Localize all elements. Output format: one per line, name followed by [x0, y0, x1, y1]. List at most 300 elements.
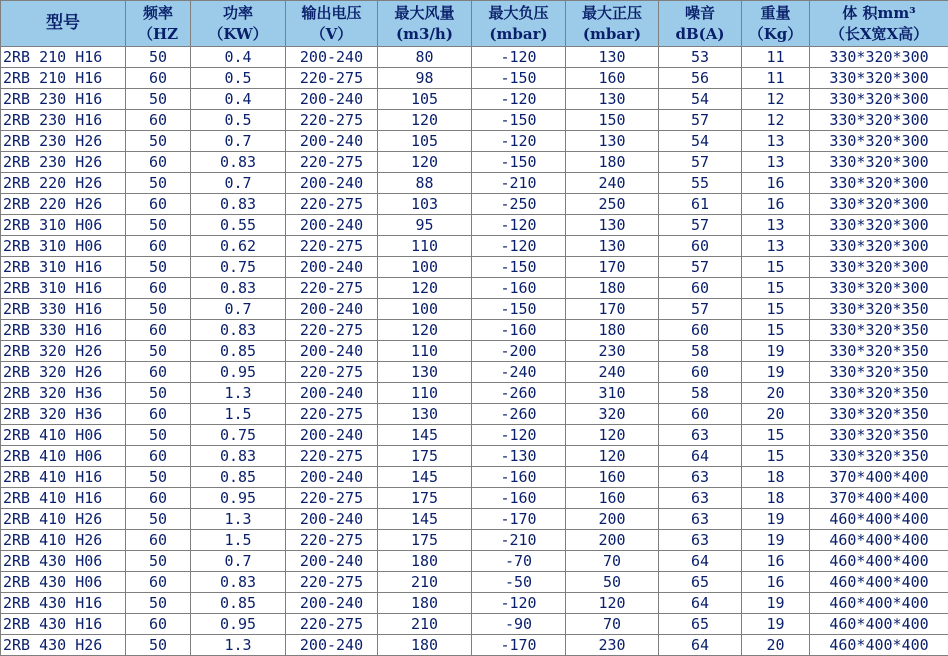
cell-frequency: 50: [126, 425, 191, 446]
cell-dimensions: 330*320*350: [810, 383, 948, 404]
cell-max-airflow: 120: [378, 152, 472, 173]
cell-dimensions: 330*320*300: [810, 236, 948, 257]
cell-noise: 57: [659, 110, 742, 131]
cell-weight: 16: [742, 572, 810, 593]
cell-dimensions: 330*320*350: [810, 425, 948, 446]
cell-dimensions: 460*400*400: [810, 572, 948, 593]
cell-dimensions: 330*320*300: [810, 194, 948, 215]
cell-max-vacuum: -120: [472, 215, 566, 236]
header-power: 功率 （KW）: [191, 1, 286, 47]
cell-dimensions: 460*400*400: [810, 509, 948, 530]
cell-frequency: 50: [126, 173, 191, 194]
cell-model: 2RB 210 H16: [1, 47, 126, 68]
cell-max-vacuum: -120: [472, 131, 566, 152]
cell-model: 2RB 210 H16: [1, 68, 126, 89]
cell-dimensions: 330*320*300: [810, 257, 948, 278]
cell-max-pressure: 310: [566, 383, 659, 404]
header-voltage: 输出电压 （V）: [286, 1, 378, 47]
table-row: [1, 110, 948, 131]
cell-frequency: 60: [126, 236, 191, 257]
cell-max-vacuum: -150: [472, 152, 566, 173]
table-row: [1, 47, 948, 68]
cell-noise: 63: [659, 488, 742, 509]
table-row: [1, 215, 948, 236]
table-row: [1, 593, 948, 614]
cell-frequency: 50: [126, 47, 191, 68]
cell-noise: 63: [659, 530, 742, 551]
cell-dimensions: 330*320*350: [810, 404, 948, 425]
cell-power: 0.85: [191, 593, 286, 614]
cell-model: 2RB 320 H36: [1, 404, 126, 425]
cell-max-pressure: 320: [566, 404, 659, 425]
header-frequency: 频率 （HZ: [126, 1, 191, 47]
cell-noise: 53: [659, 47, 742, 68]
cell-model: 2RB 410 H06: [1, 425, 126, 446]
cell-frequency: 50: [126, 467, 191, 488]
cell-frequency: 60: [126, 488, 191, 509]
cell-max-pressure: 240: [566, 362, 659, 383]
cell-voltage: 200-240: [286, 593, 378, 614]
cell-power: 0.95: [191, 488, 286, 509]
cell-power: 0.7: [191, 551, 286, 572]
cell-frequency: 60: [126, 446, 191, 467]
cell-max-vacuum: -150: [472, 110, 566, 131]
cell-noise: 60: [659, 404, 742, 425]
cell-model: 2RB 230 H16: [1, 89, 126, 110]
cell-max-airflow: 145: [378, 425, 472, 446]
cell-weight: 20: [742, 383, 810, 404]
cell-voltage: 200-240: [286, 215, 378, 236]
table-row: [1, 425, 948, 446]
cell-voltage: 200-240: [286, 257, 378, 278]
cell-dimensions: 460*400*400: [810, 635, 948, 656]
cell-model: 2RB 410 H16: [1, 467, 126, 488]
cell-max-vacuum: -150: [472, 257, 566, 278]
cell-max-pressure: 130: [566, 236, 659, 257]
cell-max-vacuum: -160: [472, 488, 566, 509]
cell-dimensions: 330*320*300: [810, 131, 948, 152]
cell-weight: 12: [742, 89, 810, 110]
cell-power: 0.5: [191, 68, 286, 89]
cell-voltage: 200-240: [286, 131, 378, 152]
table-row: [1, 488, 948, 509]
cell-weight: 20: [742, 635, 810, 656]
cell-weight: 18: [742, 488, 810, 509]
cell-max-pressure: 130: [566, 89, 659, 110]
cell-weight: 12: [742, 110, 810, 131]
cell-max-airflow: 110: [378, 383, 472, 404]
cell-weight: 20: [742, 404, 810, 425]
cell-model: 2RB 330 H16: [1, 320, 126, 341]
cell-frequency: 60: [126, 320, 191, 341]
cell-power: 1.5: [191, 404, 286, 425]
cell-power: 0.85: [191, 467, 286, 488]
cell-max-vacuum: -150: [472, 68, 566, 89]
cell-power: 1.3: [191, 383, 286, 404]
cell-noise: 63: [659, 467, 742, 488]
cell-dimensions: 330*320*300: [810, 152, 948, 173]
cell-max-pressure: 120: [566, 593, 659, 614]
cell-model: 2RB 230 H26: [1, 131, 126, 152]
cell-voltage: 200-240: [286, 635, 378, 656]
cell-voltage: 200-240: [286, 551, 378, 572]
cell-max-pressure: 130: [566, 47, 659, 68]
cell-voltage: 200-240: [286, 173, 378, 194]
cell-noise: 56: [659, 68, 742, 89]
cell-model: 2RB 430 H16: [1, 593, 126, 614]
cell-max-vacuum: -210: [472, 173, 566, 194]
cell-max-airflow: 120: [378, 320, 472, 341]
cell-noise: 64: [659, 593, 742, 614]
cell-max-pressure: 180: [566, 278, 659, 299]
header-noise: 噪音 dB(A): [659, 1, 742, 47]
cell-frequency: 60: [126, 278, 191, 299]
cell-max-vacuum: -160: [472, 467, 566, 488]
cell-max-airflow: 180: [378, 635, 472, 656]
cell-weight: 19: [742, 509, 810, 530]
cell-voltage: 220-275: [286, 362, 378, 383]
cell-max-pressure: 160: [566, 488, 659, 509]
cell-model: 2RB 330 H16: [1, 299, 126, 320]
cell-voltage: 200-240: [286, 467, 378, 488]
cell-max-airflow: 105: [378, 89, 472, 110]
cell-max-vacuum: -150: [472, 299, 566, 320]
cell-power: 1.3: [191, 635, 286, 656]
cell-dimensions: 460*400*400: [810, 530, 948, 551]
cell-frequency: 60: [126, 572, 191, 593]
cell-noise: 57: [659, 215, 742, 236]
cell-power: 0.83: [191, 152, 286, 173]
cell-max-vacuum: -160: [472, 278, 566, 299]
cell-model: 2RB 320 H26: [1, 341, 126, 362]
cell-voltage: 220-275: [286, 488, 378, 509]
cell-noise: 57: [659, 257, 742, 278]
cell-max-airflow: 120: [378, 110, 472, 131]
table-row: [1, 341, 948, 362]
cell-max-pressure: 150: [566, 110, 659, 131]
table-row: [1, 572, 948, 593]
cell-max-airflow: 110: [378, 341, 472, 362]
cell-noise: 58: [659, 341, 742, 362]
header-max-pressure: 最大正压 (mbar): [566, 1, 659, 47]
cell-max-pressure: 180: [566, 320, 659, 341]
cell-weight: 11: [742, 68, 810, 89]
cell-power: 0.83: [191, 572, 286, 593]
cell-dimensions: 460*400*400: [810, 593, 948, 614]
cell-power: 0.55: [191, 215, 286, 236]
cell-max-vacuum: -200: [472, 341, 566, 362]
cell-weight: 16: [742, 551, 810, 572]
table-body: [1, 47, 948, 656]
table-row: [1, 404, 948, 425]
cell-model: 2RB 310 H06: [1, 215, 126, 236]
cell-max-pressure: 240: [566, 173, 659, 194]
table-row: [1, 299, 948, 320]
cell-max-pressure: 180: [566, 152, 659, 173]
cell-max-pressure: 130: [566, 131, 659, 152]
cell-model: 2RB 320 H36: [1, 383, 126, 404]
cell-max-pressure: 200: [566, 530, 659, 551]
table-row: [1, 635, 948, 656]
cell-voltage: 220-275: [286, 68, 378, 89]
table-row: [1, 257, 948, 278]
cell-frequency: 50: [126, 551, 191, 572]
table-row: [1, 152, 948, 173]
cell-max-airflow: 180: [378, 593, 472, 614]
cell-frequency: 60: [126, 362, 191, 383]
cell-weight: 13: [742, 131, 810, 152]
table-row: [1, 467, 948, 488]
cell-max-vacuum: -120: [472, 89, 566, 110]
cell-dimensions: 460*400*400: [810, 551, 948, 572]
cell-max-vacuum: -170: [472, 635, 566, 656]
cell-max-airflow: 210: [378, 614, 472, 635]
cell-model: 2RB 230 H26: [1, 152, 126, 173]
cell-max-pressure: 120: [566, 446, 659, 467]
cell-dimensions: 330*320*350: [810, 362, 948, 383]
cell-weight: 11: [742, 47, 810, 68]
cell-frequency: 50: [126, 257, 191, 278]
cell-dimensions: 370*400*400: [810, 467, 948, 488]
cell-voltage: 200-240: [286, 299, 378, 320]
table-row: [1, 278, 948, 299]
cell-dimensions: 330*320*350: [810, 299, 948, 320]
cell-power: 0.95: [191, 614, 286, 635]
cell-model: 2RB 430 H06: [1, 572, 126, 593]
cell-weight: 19: [742, 530, 810, 551]
table-row: [1, 530, 948, 551]
cell-voltage: 220-275: [286, 110, 378, 131]
cell-model: 2RB 410 H26: [1, 530, 126, 551]
cell-max-airflow: 130: [378, 362, 472, 383]
cell-frequency: 50: [126, 635, 191, 656]
table-row: [1, 446, 948, 467]
cell-dimensions: 330*320*350: [810, 341, 948, 362]
cell-weight: 13: [742, 152, 810, 173]
cell-power: 0.85: [191, 341, 286, 362]
cell-dimensions: 330*320*350: [810, 320, 948, 341]
cell-max-airflow: 145: [378, 509, 472, 530]
cell-voltage: 200-240: [286, 509, 378, 530]
cell-dimensions: 330*320*300: [810, 110, 948, 131]
cell-max-airflow: 95: [378, 215, 472, 236]
cell-power: 0.62: [191, 236, 286, 257]
cell-frequency: 50: [126, 593, 191, 614]
cell-power: 0.75: [191, 425, 286, 446]
cell-dimensions: 330*320*300: [810, 68, 948, 89]
cell-voltage: 220-275: [286, 446, 378, 467]
cell-power: 0.95: [191, 362, 286, 383]
cell-max-pressure: 200: [566, 509, 659, 530]
cell-max-vacuum: -50: [472, 572, 566, 593]
cell-dimensions: 330*320*350: [810, 446, 948, 467]
cell-frequency: 50: [126, 383, 191, 404]
cell-max-vacuum: -160: [472, 320, 566, 341]
cell-max-vacuum: -260: [472, 404, 566, 425]
cell-dimensions: 460*400*400: [810, 614, 948, 635]
cell-voltage: 220-275: [286, 572, 378, 593]
cell-max-vacuum: -170: [472, 509, 566, 530]
cell-voltage: 220-275: [286, 236, 378, 257]
cell-max-pressure: 160: [566, 68, 659, 89]
cell-model: 2RB 310 H16: [1, 257, 126, 278]
cell-max-airflow: 88: [378, 173, 472, 194]
cell-weight: 16: [742, 194, 810, 215]
cell-max-vacuum: -210: [472, 530, 566, 551]
cell-frequency: 60: [126, 110, 191, 131]
cell-power: 0.83: [191, 320, 286, 341]
cell-max-vacuum: -120: [472, 236, 566, 257]
cell-frequency: 60: [126, 530, 191, 551]
table-row: [1, 173, 948, 194]
cell-max-vacuum: -70: [472, 551, 566, 572]
cell-dimensions: 330*320*300: [810, 89, 948, 110]
cell-noise: 65: [659, 614, 742, 635]
cell-noise: 54: [659, 131, 742, 152]
cell-power: 0.4: [191, 47, 286, 68]
cell-max-vacuum: -240: [472, 362, 566, 383]
cell-weight: 19: [742, 362, 810, 383]
cell-weight: 15: [742, 299, 810, 320]
cell-frequency: 50: [126, 131, 191, 152]
cell-voltage: 200-240: [286, 341, 378, 362]
cell-max-airflow: 175: [378, 530, 472, 551]
cell-frequency: 60: [126, 152, 191, 173]
cell-max-airflow: 175: [378, 488, 472, 509]
cell-max-vacuum: -120: [472, 593, 566, 614]
cell-weight: 19: [742, 593, 810, 614]
cell-dimensions: 330*320*300: [810, 278, 948, 299]
cell-model: 2RB 220 H26: [1, 173, 126, 194]
cell-max-vacuum: -120: [472, 47, 566, 68]
cell-max-vacuum: -250: [472, 194, 566, 215]
cell-power: 0.4: [191, 89, 286, 110]
cell-max-pressure: 250: [566, 194, 659, 215]
cell-max-airflow: 120: [378, 278, 472, 299]
cell-max-vacuum: -260: [472, 383, 566, 404]
cell-power: 0.83: [191, 446, 286, 467]
cell-max-pressure: 120: [566, 425, 659, 446]
cell-noise: 60: [659, 236, 742, 257]
cell-max-pressure: 70: [566, 614, 659, 635]
cell-noise: 65: [659, 572, 742, 593]
cell-max-airflow: 100: [378, 299, 472, 320]
cell-model: 2RB 310 H16: [1, 278, 126, 299]
cell-weight: 15: [742, 446, 810, 467]
cell-model: 2RB 220 H26: [1, 194, 126, 215]
cell-model: 2RB 410 H26: [1, 509, 126, 530]
cell-weight: 13: [742, 215, 810, 236]
cell-noise: 57: [659, 299, 742, 320]
cell-model: 2RB 310 H06: [1, 236, 126, 257]
cell-max-airflow: 100: [378, 257, 472, 278]
cell-voltage: 200-240: [286, 425, 378, 446]
cell-noise: 63: [659, 509, 742, 530]
cell-max-pressure: 50: [566, 572, 659, 593]
cell-power: 0.83: [191, 194, 286, 215]
table-row: [1, 614, 948, 635]
cell-weight: 15: [742, 320, 810, 341]
cell-noise: 60: [659, 362, 742, 383]
cell-voltage: 220-275: [286, 614, 378, 635]
table-row: [1, 383, 948, 404]
cell-weight: 13: [742, 236, 810, 257]
table-row: [1, 68, 948, 89]
cell-weight: 16: [742, 173, 810, 194]
table-row: [1, 194, 948, 215]
cell-max-pressure: 130: [566, 215, 659, 236]
cell-frequency: 50: [126, 299, 191, 320]
cell-max-pressure: 70: [566, 551, 659, 572]
cell-max-airflow: 210: [378, 572, 472, 593]
header-weight: 重量 （Kg）: [742, 1, 810, 47]
cell-max-pressure: 230: [566, 635, 659, 656]
cell-voltage: 200-240: [286, 47, 378, 68]
cell-voltage: 220-275: [286, 320, 378, 341]
table-row: [1, 89, 948, 110]
cell-power: 0.5: [191, 110, 286, 131]
cell-power: 1.3: [191, 509, 286, 530]
table-row: [1, 131, 948, 152]
cell-model: 2RB 430 H06: [1, 551, 126, 572]
cell-voltage: 220-275: [286, 530, 378, 551]
cell-power: 0.7: [191, 299, 286, 320]
cell-max-airflow: 145: [378, 467, 472, 488]
cell-max-airflow: 80: [378, 47, 472, 68]
cell-dimensions: 330*320*300: [810, 47, 948, 68]
cell-model: 2RB 410 H16: [1, 488, 126, 509]
table-header: [1, 1, 948, 47]
cell-max-airflow: 130: [378, 404, 472, 425]
cell-dimensions: 330*320*300: [810, 215, 948, 236]
cell-noise: 60: [659, 278, 742, 299]
cell-dimensions: 330*320*300: [810, 173, 948, 194]
table-row: [1, 236, 948, 257]
cell-model: 2RB 320 H26: [1, 362, 126, 383]
cell-model: 2RB 430 H26: [1, 635, 126, 656]
cell-frequency: 50: [126, 509, 191, 530]
header-model: 型号: [1, 1, 126, 47]
cell-power: 0.7: [191, 173, 286, 194]
cell-voltage: 220-275: [286, 194, 378, 215]
cell-voltage: 200-240: [286, 89, 378, 110]
cell-max-vacuum: -90: [472, 614, 566, 635]
cell-dimensions: 370*400*400: [810, 488, 948, 509]
cell-weight: 19: [742, 614, 810, 635]
header-max-vacuum: 最大负压 (mbar): [472, 1, 566, 47]
cell-noise: 64: [659, 635, 742, 656]
cell-weight: 15: [742, 257, 810, 278]
cell-noise: 63: [659, 425, 742, 446]
cell-weight: 15: [742, 278, 810, 299]
cell-noise: 60: [659, 320, 742, 341]
cell-voltage: 220-275: [286, 278, 378, 299]
cell-max-airflow: 105: [378, 131, 472, 152]
cell-max-vacuum: -130: [472, 446, 566, 467]
cell-frequency: 50: [126, 341, 191, 362]
cell-noise: 57: [659, 152, 742, 173]
cell-power: 0.75: [191, 257, 286, 278]
cell-voltage: 220-275: [286, 152, 378, 173]
cell-weight: 18: [742, 467, 810, 488]
cell-max-airflow: 103: [378, 194, 472, 215]
header-row: [1, 1, 948, 47]
cell-max-pressure: 170: [566, 299, 659, 320]
cell-max-airflow: 110: [378, 236, 472, 257]
header-max-airflow: 最大风量 (m3/h): [378, 1, 472, 47]
cell-noise: 64: [659, 551, 742, 572]
cell-frequency: 60: [126, 614, 191, 635]
